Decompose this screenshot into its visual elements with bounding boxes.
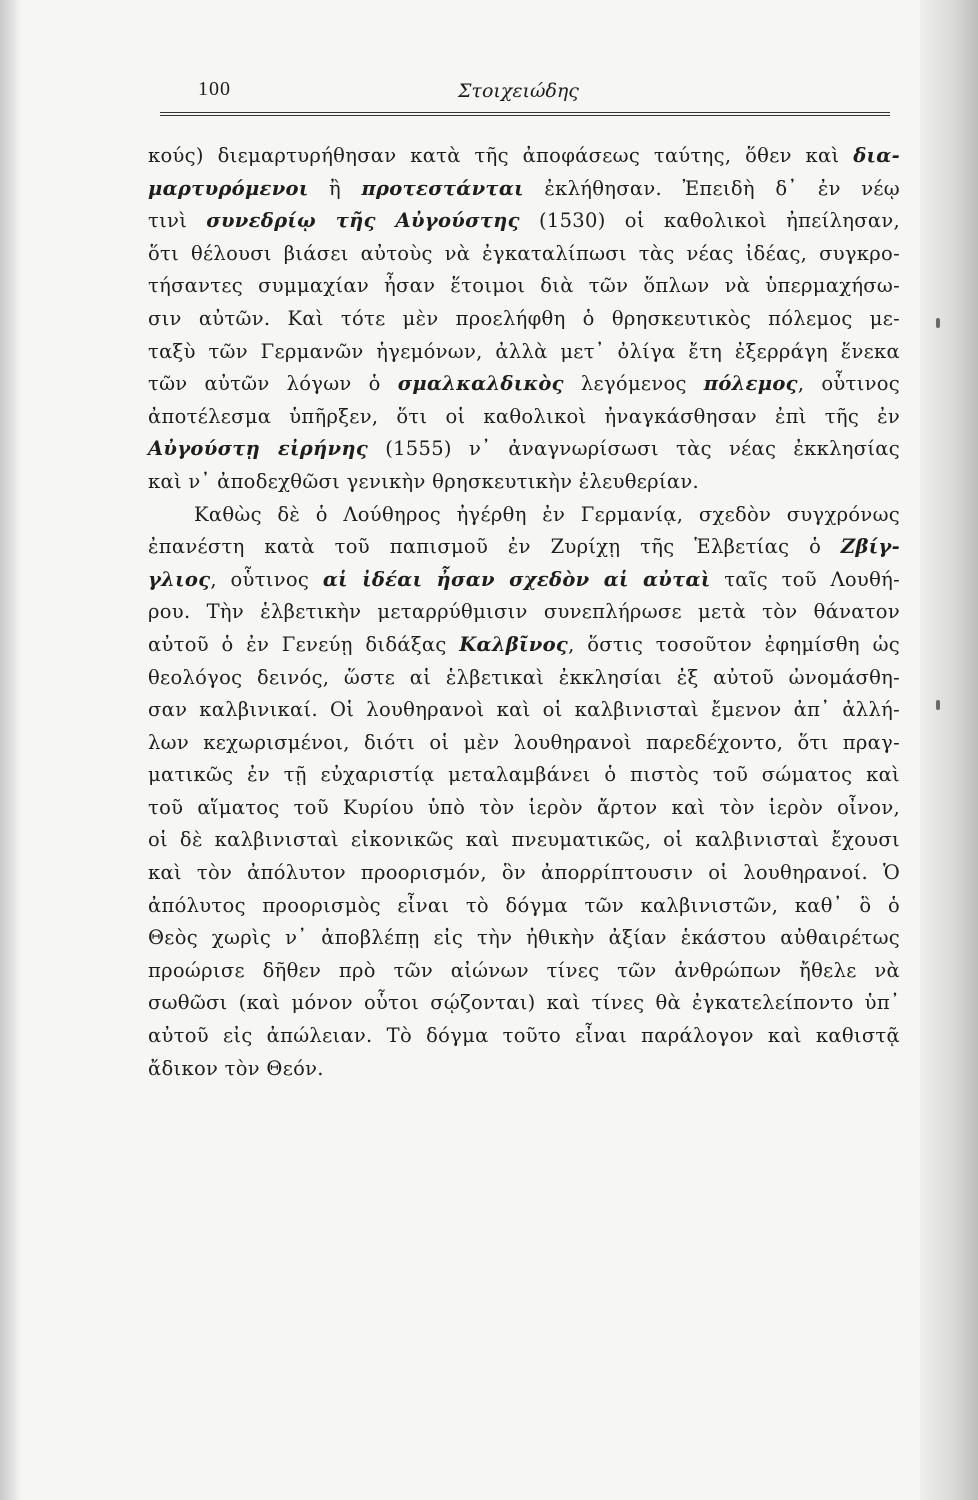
emphasized-term: προτεστάνται xyxy=(361,176,524,200)
text-run: ταῖς τοῦ Λουθή- xyxy=(710,567,900,591)
text-run: ἐπανέστη κατὰ τοῦ παπισμοῦ ἐν Ζυρίχῃ τῆς Ἑλβετίας ὁ xyxy=(148,535,841,559)
text-run: τινὶ xyxy=(148,209,207,233)
text-run: ἐκλήθησαν. Ἐπειδὴ δ᾽ ἐν νέῳ xyxy=(523,176,900,200)
emphasized-term: σμαλκαλδικὸς xyxy=(397,372,564,396)
text-run: σαν καλβινικαί. Οἱ λουθηρανοὶ καὶ οἱ καλβινισταὶ ἔμενον ἀπ᾽ ἀλλή- xyxy=(148,698,900,722)
text-run: ὅτι θέλουσι βιάσει αὐτοὺς νὰ ἐγκαταλίπωσι τὰς νέας ἰδέας, συγκρο- xyxy=(148,241,900,265)
text-line xyxy=(148,303,900,336)
text-run: προώρισε δῆθεν πρὸ τῶν αἰώνων τίνες τῶν ἀνθρώπων ἤθελε νὰ xyxy=(148,958,900,982)
header-rule xyxy=(160,112,890,116)
text-line xyxy=(148,368,900,401)
text-run: θεολόγος δεινός, ὥστε αἱ ἑλβετικαὶ ἐκκλησίαι ἐξ αὐτοῦ ὠνομάσθη- xyxy=(148,665,900,689)
emphasized-term: δια- xyxy=(853,144,900,167)
emphasized-term: μαρτυρόμενοι xyxy=(148,176,309,200)
text-run: τῶν αὐτῶν λόγων ὁ xyxy=(148,372,398,396)
text-line xyxy=(148,955,900,988)
margin-mark xyxy=(936,700,940,710)
text-run: τήσαντες συμμαχίαν ἦσαν ἕτοιμοι διὰ τῶν ὅπλων νὰ ὑπερμαχήσω- xyxy=(148,274,900,298)
text-run: οἱ δὲ καλβινισταὶ εἰκονικῶς καὶ πνευματικῶς, οἱ καλβινισταὶ ἔχουσι xyxy=(148,828,900,852)
body-text xyxy=(148,140,900,1085)
text-line xyxy=(148,205,900,238)
text-line xyxy=(148,564,900,597)
text-line xyxy=(148,694,900,727)
text-line xyxy=(148,499,900,532)
text-line xyxy=(148,727,900,760)
text-run: λεγόμενος xyxy=(563,372,704,396)
text-line xyxy=(148,824,900,857)
text-run: καὶ τὸν ἀπόλυτον προορισμόν, ὃν ἀπορρίπτουσιν οἱ λουθηρανοί. Ὁ xyxy=(148,861,900,885)
text-line xyxy=(148,238,900,271)
text-run: Θεὸς χωρὶς ν᾽ ἀποβλέπῃ εἰς τὴν ἠθικὴν ἀξίαν ἑκάστου αὐθαιρέτως xyxy=(148,926,900,950)
emphasized-term: Αὐγούστῃ εἰρήνης xyxy=(148,437,369,461)
text-line xyxy=(148,857,900,890)
text-line xyxy=(148,662,900,695)
text-line xyxy=(148,987,900,1020)
text-line xyxy=(148,140,900,173)
text-line xyxy=(148,270,900,303)
text-line xyxy=(148,596,900,629)
emphasized-term: Ζβίγ- xyxy=(840,535,900,559)
text-line xyxy=(148,336,900,369)
text-run: αὐτοῦ εἰς ἀπώλειαν. Τὸ δόγμα τοῦτο εἶναι παράλογον καὶ καθιστᾷ xyxy=(148,1024,900,1048)
text-run: , οὗτινος xyxy=(210,567,323,591)
text-run: Καθὼς δὲ ὁ Λούθηρος ἠγέρθη ἐν Γερμανίᾳ, σχεδὸν συγχρόνως xyxy=(194,502,900,526)
text-run: τοῦ αἵματος τοῦ Κυρίου ὑπὸ τὸν ἱερὸν ἄρτον καὶ τὸν ἱερὸν οἶνον, xyxy=(148,795,900,819)
running-title: Στοιχειώδης xyxy=(458,80,579,102)
emphasized-term: Καλβῖνος xyxy=(459,632,569,656)
text-run: ἀπόλυτος προορισμὸς εἶναι τὸ δόγμα τῶν καλβινιστῶν, καθ᾽ ὃ ὁ xyxy=(148,893,900,917)
text-run: , οὗτινος xyxy=(797,372,900,396)
text-run: καὶ ν᾽ ἀποδεχθῶσι γενικὴν θρησκευτικὴν ἐλευθερίαν. xyxy=(148,469,700,493)
text-line xyxy=(148,922,900,955)
page-header xyxy=(160,78,890,118)
text-run: σωθῶσι (καὶ μόνον οὗτοι σῴζονται) καὶ τίνες θὰ ἐγκατελείποντο ὑπ᾽ xyxy=(148,991,900,1015)
text-line xyxy=(148,792,900,825)
text-line xyxy=(148,629,900,662)
text-run: ἄδικον τὸν Θεόν. xyxy=(148,1056,324,1080)
text-run: ματικῶς ἐν τῇ εὐχαριστίᾳ μεταλαμβάνει ὁ πιστὸς τοῦ σώματος καὶ xyxy=(148,763,900,787)
text-line xyxy=(148,890,900,923)
emphasized-term: πόλεμος xyxy=(703,372,798,396)
text-run: κούς) διεμαρτυρήθησαν κατὰ τῆς ἀποφάσεως ταύτης, ὅθεν καὶ xyxy=(148,144,854,167)
text-line xyxy=(148,433,900,466)
text-run: ἀποτέλεσμα ὑπῆρξεν, ὅτι οἱ καθολικοὶ ἠναγκάσθησαν ἐπὶ τῆς ἐν xyxy=(148,404,900,428)
text-run: ἢ xyxy=(308,176,362,200)
text-run: (1555) ν᾽ ἀναγνωρίσωσι τὰς νέας ἐκκλησίας xyxy=(368,437,901,461)
emphasized-term: γλιος xyxy=(148,567,211,591)
text-run: σιν αὐτῶν. Καὶ τότε μὲν προελήφθη ὁ θρησκευτικὸς πόλεμος με- xyxy=(148,306,900,330)
text-run: (1530) οἱ καθολικοὶ ἠπείλησαν, xyxy=(519,209,900,233)
text-line xyxy=(148,466,900,499)
text-run: ρου. Τὴν ἑλβετικὴν μεταρρύθμισιν συνεπλήρωσε μετὰ τὸν θάνατον xyxy=(148,600,900,624)
text-line xyxy=(148,173,900,206)
margin-mark xyxy=(936,318,940,328)
text-run: λων κεχωρισμένοι, διότι οἱ μὲν λουθηρανοὶ παρεδέχοντο, ὅτι πραγ- xyxy=(148,730,900,754)
text-run: ταξὺ τῶν Γερμανῶν ἡγεμόνων, ἀλλὰ μετ᾽ ὀλίγα ἔτη ἐξερράγη ἕνεκα xyxy=(148,339,900,363)
text-line xyxy=(148,1020,900,1053)
text-line xyxy=(148,531,900,564)
emphasized-term: συνεδρίῳ τῆς Αὐγούστης xyxy=(206,209,520,233)
text-run: αὐτοῦ ὁ ἐν Γενεύῃ διδάξας xyxy=(148,632,460,656)
text-line xyxy=(148,401,900,434)
text-run: , ὅστις τοσοῦτον ἐφημίσθη ὡς xyxy=(568,632,900,656)
text-line xyxy=(148,1053,900,1086)
page-number: 100 xyxy=(198,78,231,100)
binding-shadow xyxy=(0,0,22,1500)
emphasized-term: αἱ ἰδέαι ἦσαν σχεδὸν αἱ αὐταὶ xyxy=(322,567,711,591)
page-edge xyxy=(920,0,978,1500)
text-line xyxy=(148,759,900,792)
